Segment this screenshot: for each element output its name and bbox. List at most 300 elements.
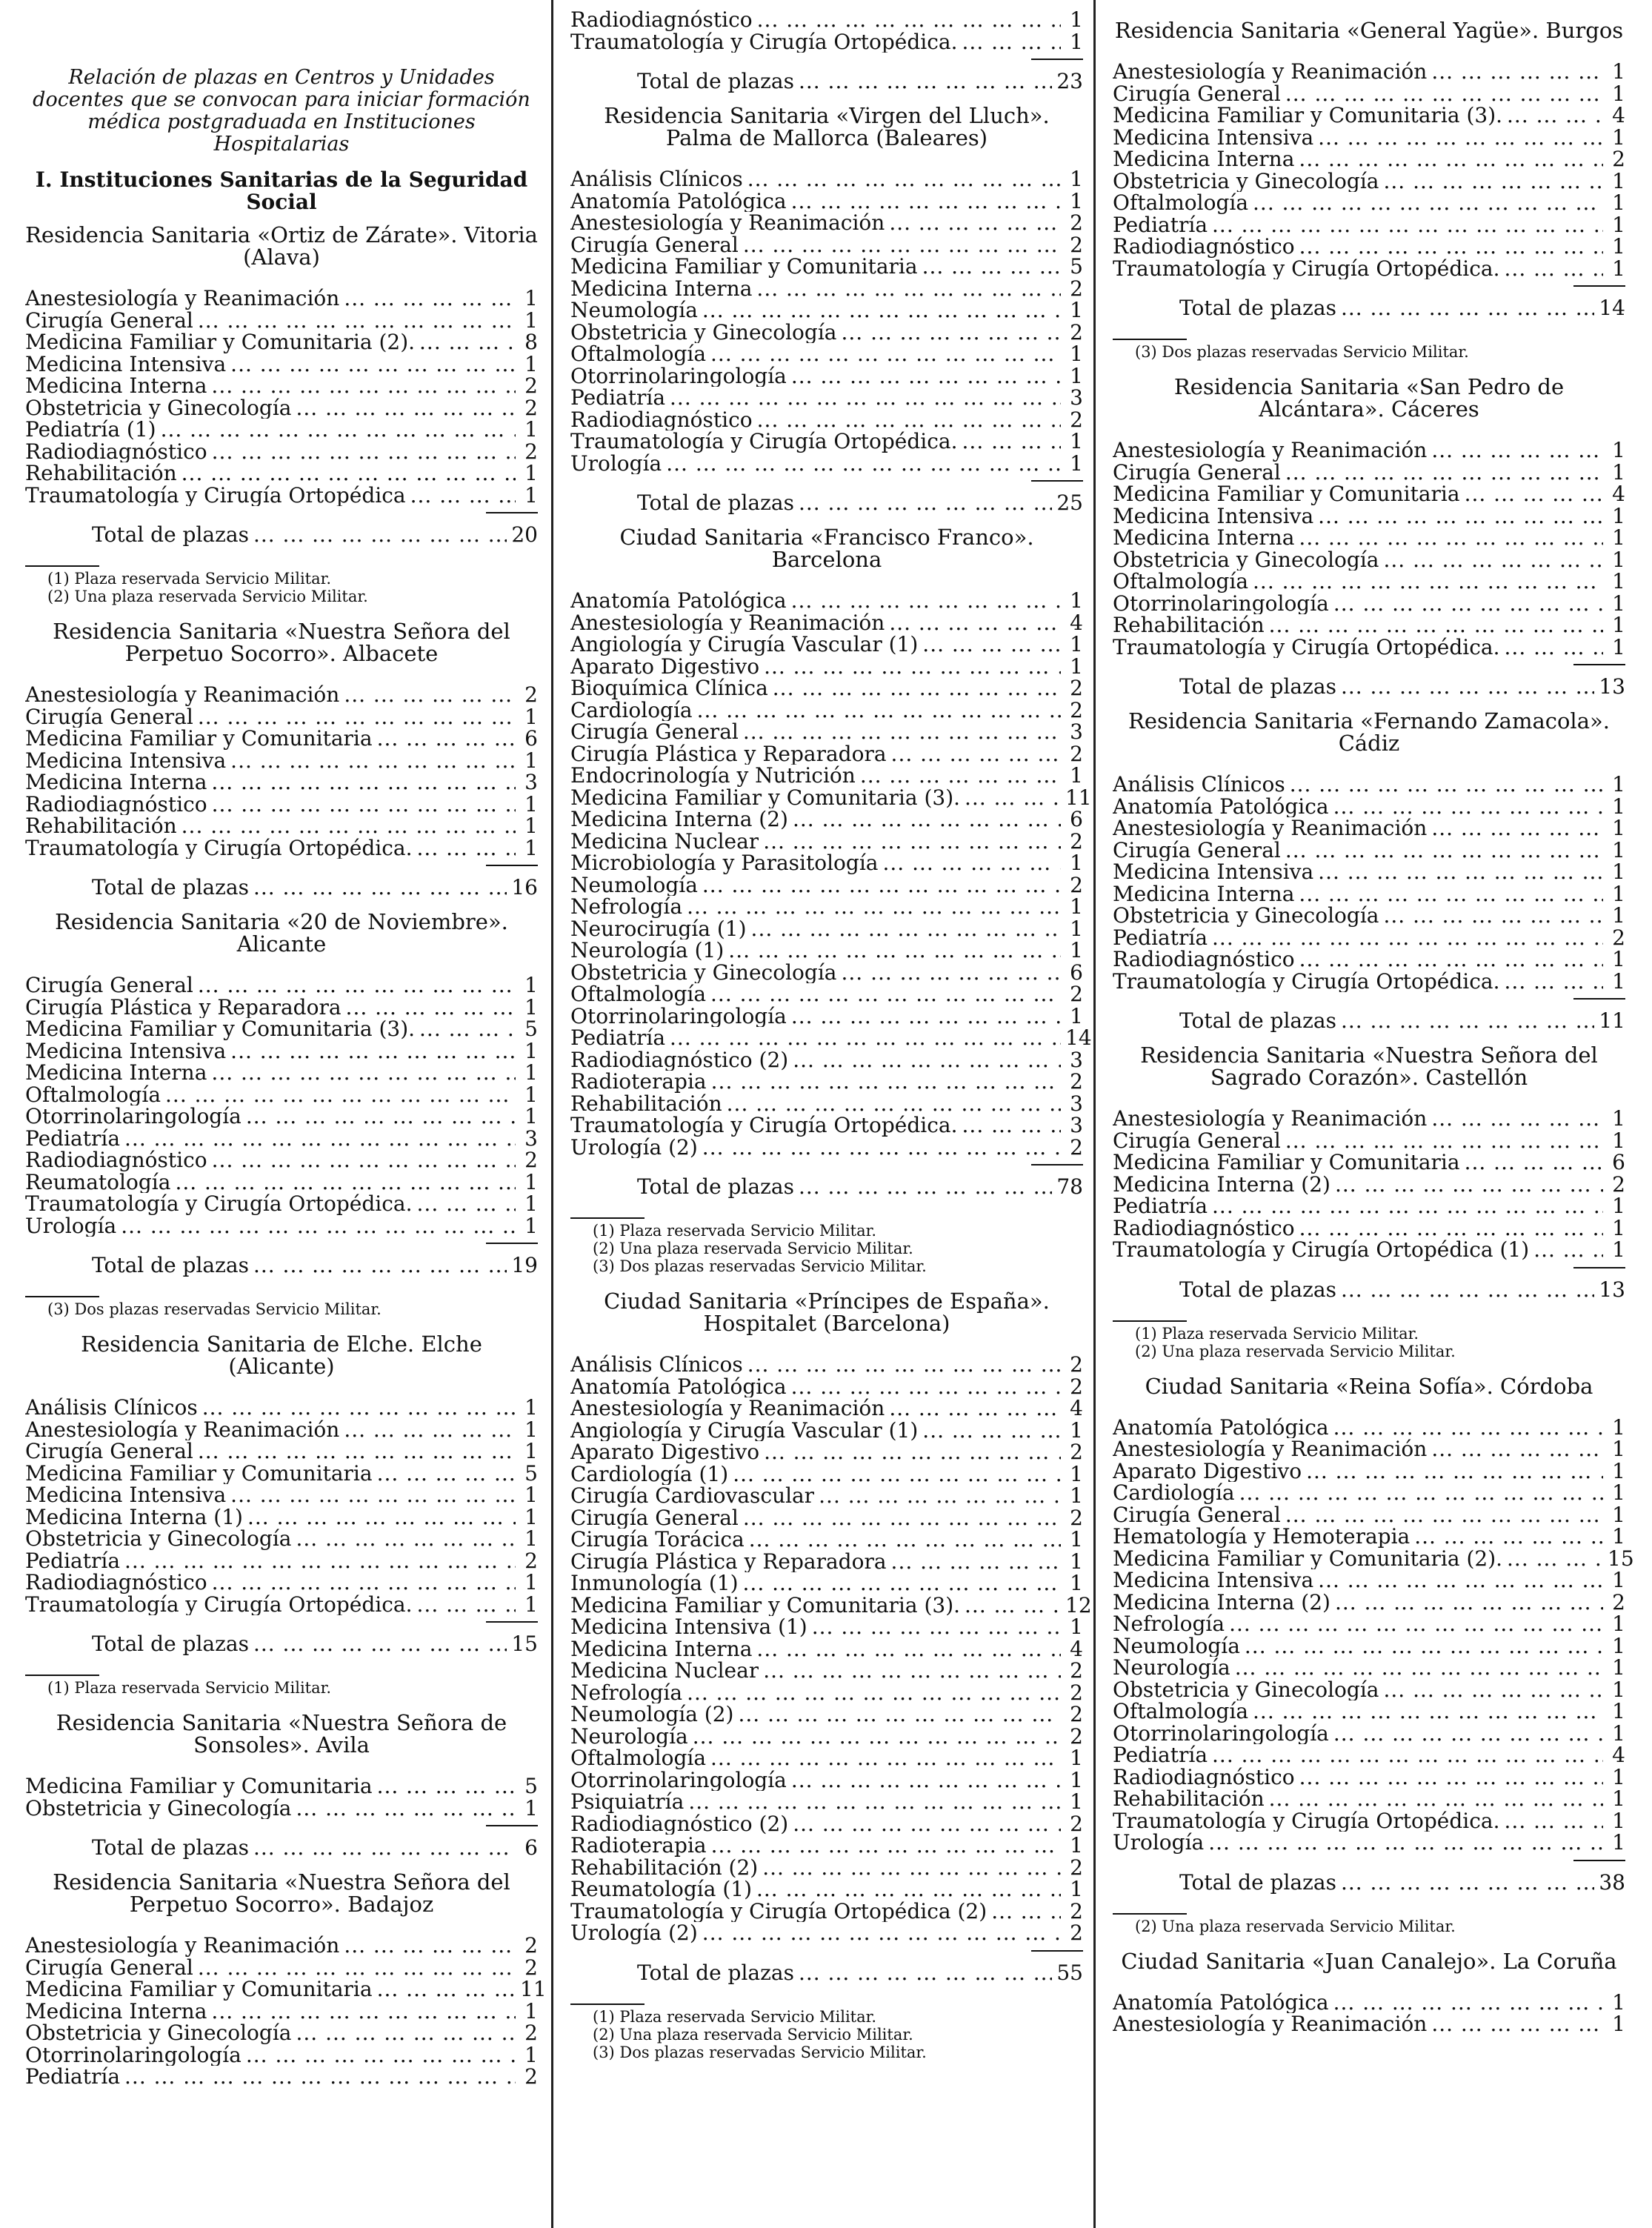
- specialty-name: Cirugía General: [1113, 461, 1281, 483]
- dot-leader: [819, 1485, 1061, 1507]
- plaza-row: [570, 721, 1083, 743]
- plaza-row: [1113, 1569, 1625, 1592]
- plaza-row: [1113, 1589, 1625, 1615]
- dot-leader: [1431, 817, 1603, 839]
- specialty-name: Oftalmología: [570, 983, 707, 1005]
- dot-leader: [165, 1084, 516, 1106]
- plaza-count: 1: [524, 1104, 538, 1128]
- plaza-count: 1: [524, 1038, 538, 1063]
- specialty-name: Inmunología (1): [570, 1572, 739, 1594]
- plaza-count: 1: [1612, 1764, 1625, 1789]
- plaza-row: [570, 1005, 1083, 1028]
- dot-leader: [1431, 1438, 1603, 1460]
- dot-leader: [1208, 1832, 1603, 1854]
- dot-leader: [1341, 1010, 1594, 1032]
- specialty-name: Angiología y Cirugía Vascular (1): [570, 1419, 919, 1441]
- plaza-count: 4: [1070, 610, 1083, 635]
- dot-leader: [1383, 170, 1603, 193]
- footnotes: [25, 1296, 538, 1318]
- dot-leader: [296, 397, 516, 419]
- plaza-row: [1113, 1989, 1625, 2015]
- dot-leader: [1299, 948, 1603, 971]
- plaza-count: 1: [1070, 429, 1083, 453]
- specialty-name: Medicina Interna (2): [1113, 1591, 1330, 1613]
- plaza-count: 6: [1070, 960, 1083, 985]
- specialty-name: Radioterapia: [570, 1835, 707, 1857]
- dot-leader: [253, 1254, 507, 1277]
- specialty-name: Nefrología: [1113, 1613, 1225, 1635]
- plaza-row: [570, 1417, 1083, 1443]
- plaza-count: 1: [1612, 438, 1625, 462]
- plaza-count: 1: [1612, 168, 1625, 193]
- plaza-row: [570, 1592, 1092, 1617]
- dot-leader: [757, 9, 1061, 31]
- plaza-row: [570, 896, 1083, 918]
- dot-leader: [1318, 1569, 1603, 1592]
- dot-leader: [1212, 214, 1603, 236]
- plaza-row: [25, 1193, 538, 1215]
- total-value: 11: [1599, 1008, 1625, 1033]
- plaza-row: [570, 1769, 1083, 1792]
- plaza-row: [1113, 905, 1625, 927]
- plaza-row: [25, 1419, 538, 1441]
- footnotes: [25, 1675, 538, 1697]
- plaza-count: 2: [1070, 1440, 1083, 1464]
- dot-leader: [1299, 527, 1603, 549]
- plaza-count: 1: [1070, 654, 1083, 679]
- plaza-count: 1: [1612, 1480, 1625, 1505]
- plaza-count: 1: [1070, 1615, 1083, 1639]
- footnote: (1) Plaza reservada Servicio Militar.: [47, 570, 332, 588]
- plaza-row: [1113, 1151, 1625, 1174]
- plaza-count: 1: [1612, 1414, 1625, 1440]
- plaza-row: [25, 1460, 538, 1486]
- institution-block: [1113, 1044, 1625, 1360]
- specialty-name: Cardiología: [1113, 1482, 1235, 1504]
- plaza-count: 1: [1612, 1720, 1625, 1746]
- total-row: [570, 492, 1083, 514]
- specialty-name: Medicina Interna (2): [1113, 1173, 1330, 1195]
- plaza-count: 1: [524, 1417, 538, 1442]
- plaza-count: 1: [1612, 1437, 1625, 1461]
- specialty-name: Endocrinología y Nutrición: [570, 765, 856, 787]
- plaza-row: [1113, 1766, 1625, 1789]
- footnote-rule: [25, 565, 99, 567]
- dot-leader: [670, 387, 1061, 409]
- institution-block: [25, 911, 538, 1318]
- dot-leader: [687, 1682, 1061, 1704]
- specialty-name: Aparato Digestivo: [570, 655, 760, 677]
- plaza-count: 2: [524, 2021, 538, 2045]
- specialty-name: Medicina Familiar y Comunitaria (3).: [1113, 104, 1503, 127]
- specialty-name: Medicina Intensiva: [1113, 126, 1314, 148]
- plaza-row: [1113, 1438, 1625, 1460]
- dot-leader: [211, 375, 516, 397]
- specialty-name: Medicina Interna: [25, 2000, 207, 2022]
- institution-block: [25, 1333, 538, 1697]
- plaza-count: 1: [1612, 859, 1625, 884]
- plaza-row: [570, 1114, 1083, 1137]
- institution-block: [25, 224, 538, 605]
- plaza-row: [25, 1977, 547, 2001]
- institution-heading: Residencia Sanitaria «Nuestra Señora del Perpetuo Socorro». Albacete: [53, 619, 510, 666]
- footnote: (2) Una plaza reservada Servicio Militar.: [1135, 1342, 1456, 1360]
- dot-leader: [799, 70, 1052, 93]
- dot-leader: [377, 728, 516, 750]
- plaza-count: 2: [1070, 828, 1083, 854]
- plaza-row: [570, 612, 1083, 634]
- plaza-row: [570, 1354, 1083, 1376]
- plaza-row: [1113, 1546, 1634, 1571]
- specialty-name: Medicina Familiar y Comunitaria: [1113, 1151, 1460, 1174]
- dot-leader: [1285, 1130, 1603, 1152]
- plaza-row: [25, 1572, 538, 1594]
- plaza-row: [570, 1463, 1083, 1486]
- plaza-row: [570, 808, 1083, 831]
- specialty-name: Cirugía General: [25, 1440, 193, 1463]
- specialty-name: Oftalmología: [1113, 192, 1249, 214]
- institution-heading: Ciudad Sanitaria «Reina Sofía». Córdoba: [1145, 1373, 1593, 1399]
- plaza-row: [1113, 593, 1625, 615]
- dot-leader: [1505, 258, 1603, 280]
- specialty-name: Cirugía General: [570, 1506, 739, 1529]
- dot-leader: [121, 1215, 516, 1237]
- plaza-count: 3: [1070, 1091, 1083, 1116]
- specialty-name: Cirugía Plástica y Reparadora: [570, 742, 887, 765]
- plaza-count: 1: [1612, 459, 1625, 485]
- dot-leader: [1239, 1482, 1603, 1504]
- plaza-count: 3: [1070, 1113, 1083, 1137]
- dot-leader: [124, 1128, 516, 1150]
- dot-leader: [733, 1463, 1061, 1486]
- plaza-count: 5: [524, 1017, 538, 1041]
- plaza-count: 1: [524, 748, 538, 773]
- dot-leader: [1229, 1613, 1603, 1635]
- specialty-name: Radiodiagnóstico: [1113, 1217, 1295, 1239]
- plaza-count: 1: [1612, 1699, 1625, 1723]
- plaza-row: [570, 1134, 1083, 1160]
- specialty-name: Radiodiagnóstico (2): [570, 1048, 789, 1071]
- dot-leader: [296, 2022, 516, 2044]
- specialty-name: Obstetricia y Ginecología: [1113, 905, 1379, 927]
- plaza-count: 1: [524, 814, 538, 838]
- specialty-name: Oftalmología: [25, 1083, 161, 1105]
- dot-leader: [891, 1551, 1061, 1573]
- footnote: (3) Dos plazas reservadas Servicio Militar.: [1135, 343, 1469, 361]
- specialty-name: Anatomía Patológica: [570, 190, 787, 212]
- dot-leader: [1505, 971, 1603, 993]
- plaza-row: [25, 1795, 538, 1820]
- plaza-row: [1113, 1744, 1625, 1766]
- specialty-name: Radiodiagnóstico: [25, 1149, 207, 1171]
- institution-heading: Residencia Sanitaria «San Pedro de Alcántara». Cáceres: [1173, 374, 1565, 422]
- plaza-row: [1113, 636, 1625, 659]
- specialty-name: Medicina Familiar y Comunitaria (2).: [25, 331, 416, 353]
- plaza-count: 1: [1070, 342, 1083, 366]
- specialty-name: Cirugía General: [1113, 82, 1281, 104]
- plaza-count: 2: [1070, 1134, 1083, 1160]
- plaza-count: 5: [524, 1774, 538, 1798]
- total-rule: [486, 865, 538, 866]
- footnote-rule: [25, 1675, 99, 1676]
- total-rule: [486, 1621, 538, 1623]
- plaza-row: [1113, 83, 1625, 105]
- plaza-count: 1: [1612, 1215, 1625, 1240]
- dot-leader: [212, 1149, 516, 1171]
- specialty-name: Urología: [1113, 1832, 1205, 1854]
- plaza-row: [570, 983, 1083, 1005]
- plaza-row: [1113, 214, 1625, 236]
- specialty-name: Obstetricia y Ginecología: [1113, 170, 1379, 192]
- dot-leader: [738, 1703, 1061, 1726]
- plaza-count: 2: [1070, 210, 1083, 235]
- specialty-name: Otorrinolaringología: [1113, 592, 1329, 614]
- plaza-row: [25, 1935, 538, 1957]
- plaza-count: 1: [524, 1395, 538, 1420]
- specialty-name: Obstetricia y Ginecología: [1113, 548, 1379, 571]
- plaza-row: [25, 706, 538, 728]
- plaza-row: [570, 1898, 1083, 1923]
- specialty-name: Cardiología (1): [570, 1463, 729, 1485]
- specialty-name: Medicina Interna: [1113, 148, 1295, 170]
- plaza-row: [570, 743, 1083, 765]
- specialty-name: Cirugía General: [1113, 1503, 1281, 1526]
- plaza-row: [25, 397, 538, 419]
- dot-leader: [889, 1397, 1061, 1420]
- dot-leader: [841, 322, 1061, 344]
- plaza-count: 1: [1070, 1461, 1083, 1486]
- plaza-row: [25, 462, 538, 485]
- specialty-name: Traumatología y Cirugía Ortopédica.: [25, 1193, 413, 1215]
- specialty-name: Medicina Interna: [570, 277, 753, 299]
- dot-leader: [1341, 1279, 1594, 1301]
- plaza-count: 1: [524, 791, 538, 817]
- plaza-row: [25, 441, 538, 463]
- specialty-name: Anatomía Patológica: [1113, 795, 1329, 817]
- plaza-count: 1: [1612, 794, 1625, 819]
- plaza-count: 2: [1070, 1658, 1083, 1683]
- specialty-name: Pediatría: [1113, 213, 1208, 236]
- plaza-row: [1113, 1700, 1625, 1723]
- plaza-row: [570, 1397, 1083, 1420]
- plaza-count: 6: [1070, 807, 1083, 831]
- column-rule: [551, 0, 553, 2228]
- plaza-row: [1113, 1195, 1625, 1217]
- dot-leader: [747, 1354, 1061, 1376]
- total-value: 25: [1056, 491, 1083, 515]
- dot-leader: [702, 1922, 1061, 1944]
- dot-leader: [212, 441, 516, 463]
- dot-leader: [743, 721, 1061, 743]
- specialty-name: Otorrinolaringología: [1113, 1722, 1329, 1744]
- plaza-count: 2: [524, 439, 538, 464]
- plaza-count: 1: [1612, 968, 1625, 994]
- plaza-row: [1113, 1810, 1625, 1832]
- specialty-name: Pediatría: [1113, 1744, 1208, 1766]
- total-value: 19: [511, 1253, 538, 1277]
- plaza-row: [25, 1957, 538, 1979]
- plaza-count: 1: [1612, 1568, 1625, 1592]
- specialty-name: Anestesiología y Reanimación: [1113, 2013, 1428, 2035]
- specialty-name: Neumología: [570, 299, 698, 322]
- plaza-row: [1113, 1679, 1625, 1701]
- plaza-row: [570, 940, 1083, 962]
- dot-leader: [962, 1114, 1061, 1137]
- specialty-name: Anestesiología y Reanimación: [1113, 1108, 1428, 1130]
- specialty-name: Bioquímica Clínica: [570, 677, 768, 699]
- footnote: (1) Plaza reservada Servicio Militar.: [47, 1679, 332, 1697]
- plaza-row: [570, 1747, 1083, 1769]
- plaza-row: [1113, 170, 1625, 193]
- institution-heading: Residencia Sanitaria de Elche. Elche (Alicante): [81, 1331, 482, 1379]
- plaza-count: 6: [524, 726, 538, 751]
- dot-leader: [124, 1550, 516, 1572]
- dot-leader: [377, 1775, 516, 1798]
- plaza-row: [25, 2044, 538, 2066]
- plaza-row: [570, 31, 1083, 53]
- plaza-count: 2: [1070, 697, 1083, 722]
- plaza-row: [1113, 483, 1625, 505]
- plaza-count: 4: [1612, 482, 1625, 506]
- dot-leader: [417, 837, 516, 859]
- dot-leader: [181, 815, 516, 837]
- plaza-row: [570, 278, 1083, 300]
- plaza-count: 1: [1612, 634, 1625, 659]
- plaza-row: [1113, 571, 1625, 593]
- dot-leader: [1341, 1872, 1594, 1894]
- dot-leader: [743, 1507, 1061, 1529]
- plaza-row: [1113, 861, 1625, 883]
- total-row: [570, 70, 1083, 93]
- specialty-name: Anestesiología y Reanimación: [25, 1418, 340, 1440]
- dot-leader: [1299, 236, 1603, 258]
- specialty-name: Radiodiagnóstico: [25, 793, 207, 815]
- total-rule: [1031, 1164, 1083, 1165]
- dot-leader: [247, 1506, 516, 1529]
- plaza-row: [570, 168, 1083, 190]
- dot-leader: [1507, 104, 1603, 127]
- dot-leader: [711, 1071, 1061, 1093]
- footnote: (2) Una plaza reservada Servicio Militar.: [593, 2025, 913, 2044]
- plaza-row: [25, 1397, 538, 1419]
- plaza-count: 15: [1608, 1546, 1634, 1571]
- plaza-count: 1: [1612, 1633, 1625, 1658]
- specialty-name: Traumatología y Cirugía Ortopédica.: [570, 30, 958, 53]
- dot-leader: [702, 299, 1061, 322]
- plaza-count: 12: [1065, 1592, 1092, 1617]
- plaza-count: 1: [1612, 1808, 1625, 1833]
- total-rule: [1573, 998, 1625, 1000]
- plaza-row: [25, 375, 538, 397]
- dot-leader: [230, 1484, 516, 1506]
- specialty-name: Rehabilitación: [25, 462, 177, 485]
- plaza-row: [570, 1638, 1083, 1660]
- plaza-count: 1: [1070, 588, 1083, 613]
- dot-leader: [965, 1594, 1061, 1617]
- plaza-row: [570, 1723, 1083, 1749]
- specialty-name: Medicina Familiar y Comunitaria (3).: [570, 1594, 961, 1616]
- dot-leader: [1299, 1217, 1603, 1240]
- plaza-count: 1: [1070, 1877, 1083, 1901]
- specialty-name: Obstetricia y Ginecología: [1113, 1678, 1379, 1700]
- dot-leader: [211, 771, 516, 794]
- dot-leader: [793, 1813, 1061, 1835]
- dot-leader: [410, 485, 516, 507]
- plaza-row: [570, 785, 1092, 810]
- plaza-row: [1113, 1788, 1625, 1810]
- plaza-count: 1: [1612, 772, 1625, 797]
- dot-leader: [841, 962, 1061, 984]
- plaza-count: 1: [524, 1439, 538, 1463]
- plaza-count: 1: [1070, 7, 1083, 32]
- plaza-count: 1: [1612, 569, 1625, 593]
- dot-leader: [1318, 127, 1603, 149]
- plaza-row: [25, 1775, 538, 1798]
- plaza-count: 1: [1612, 503, 1625, 528]
- plaza-count: 1: [1070, 763, 1083, 788]
- dot-leader: [791, 365, 1061, 388]
- specialty-name: Neumología: [1113, 1635, 1240, 1657]
- specialty-name: Medicina Interna (2): [570, 808, 788, 831]
- plaza-row: [570, 387, 1083, 409]
- dot-leader: [246, 2044, 516, 2066]
- dot-leader: [711, 1835, 1061, 1857]
- plaza-row: [25, 307, 538, 333]
- dot-leader: [253, 877, 507, 899]
- plaza-count: 1: [524, 1169, 538, 1194]
- dot-leader: [791, 190, 1061, 213]
- specialty-name: Cirugía General: [25, 705, 193, 728]
- specialty-name: Traumatología y Cirugía Ortopédica.: [1113, 257, 1500, 279]
- plaza-count: 1: [1070, 1789, 1083, 1814]
- specialty-name: Medicina Familiar y Comunitaria: [570, 256, 918, 278]
- dot-leader: [198, 1440, 516, 1463]
- specialty-name: Medicina Interna (1): [25, 1506, 243, 1528]
- plaza-count: 1: [1612, 2012, 1625, 2036]
- column-3: [1113, 9, 1634, 2041]
- specialty-name: Medicina Intensiva: [1113, 861, 1314, 883]
- footnote: (1) Plaza reservada Servicio Militar.: [593, 1222, 877, 1240]
- institution-block: [1113, 1950, 1625, 2035]
- plaza-count: 2: [1070, 1723, 1083, 1749]
- plaza-row: [1113, 1239, 1625, 1261]
- plaza-count: 1: [1612, 1502, 1625, 1527]
- dot-leader: [1285, 839, 1603, 862]
- plaza-count: 2: [1070, 1352, 1083, 1377]
- plaza-row: [570, 765, 1083, 787]
- dot-leader: [419, 1018, 516, 1040]
- specialty-name: Medicina Interna: [1113, 882, 1295, 905]
- dot-leader: [1269, 1788, 1603, 1810]
- plaza-row: [570, 874, 1083, 897]
- plaza-row: [570, 1529, 1083, 1551]
- plaza-row: [570, 918, 1083, 940]
- specialty-name: Microbiología y Parasitología: [570, 852, 879, 874]
- specialty-name: Traumatología y Cirugía Ortopédica.: [570, 430, 958, 453]
- plaza-row: [25, 750, 538, 772]
- plaza-count: 1: [524, 1570, 538, 1594]
- dot-leader: [791, 1376, 1061, 1398]
- column-rule: [1093, 0, 1096, 2228]
- specialty-name: Otorrinolaringología: [570, 365, 787, 387]
- plaza-count: 2: [1070, 1921, 1083, 1945]
- specialty-name: Anestesiología y Reanimación: [570, 611, 885, 634]
- dot-leader: [687, 896, 1061, 918]
- dot-leader: [1235, 1657, 1603, 1679]
- total-label: Total de plazas: [1179, 1277, 1336, 1302]
- plaza-count: 11: [1065, 785, 1092, 810]
- plaza-count: 14: [1065, 1025, 1092, 1050]
